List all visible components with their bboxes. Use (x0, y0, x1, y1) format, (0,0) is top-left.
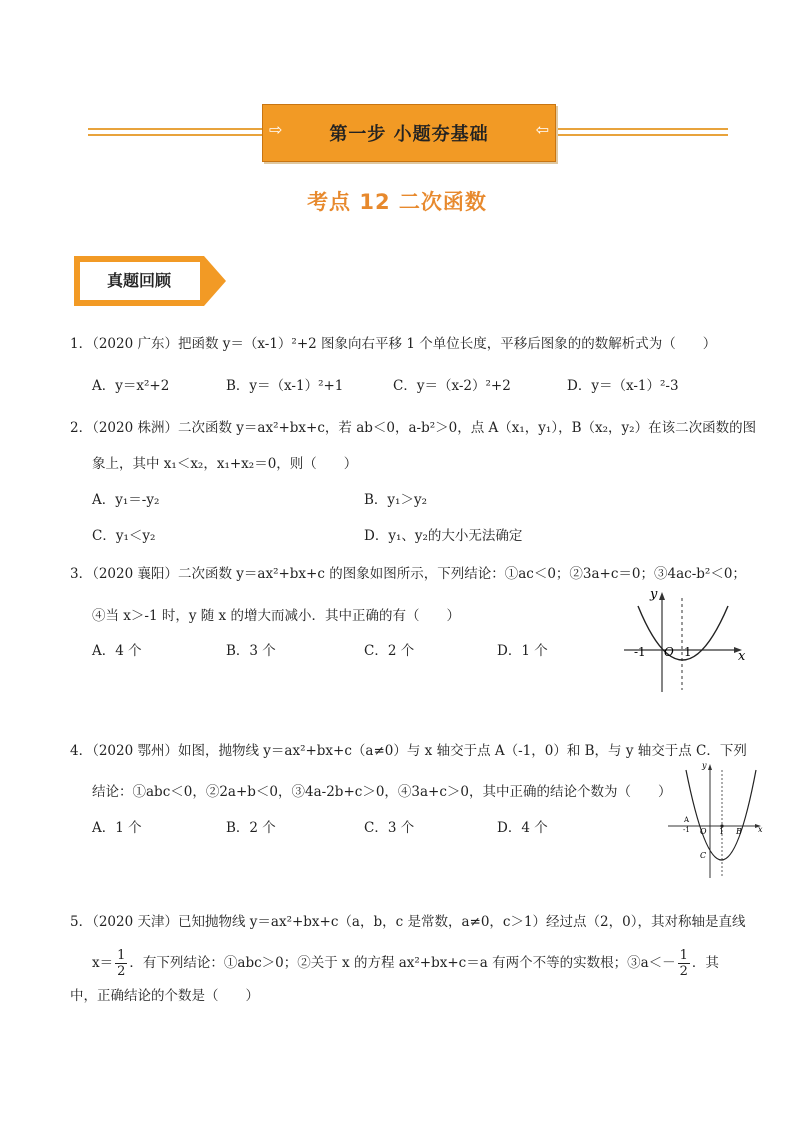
q2-option-c: C．y₁＜y₂ (92, 528, 156, 544)
q4-option-b: B．2 个 (226, 820, 276, 836)
question-4-line-2: 结论：①abc＜0，②2a+b＜0，③4a-2b+c＞0，④3a+c＞0，其中正确的结论个数为（ ） (92, 784, 672, 800)
question-5-line-3: 中，正确结论的个数是（ ） (70, 988, 259, 1004)
header-rule-right-bottom (554, 134, 728, 136)
q4-option-d: D．4 个 (497, 820, 548, 836)
q4-fig-b-label: B (736, 827, 742, 836)
header-rule-right-top (554, 128, 728, 130)
q5-line2-pre: x＝ (92, 955, 114, 971)
q4-option-c: C．3 个 (364, 820, 415, 836)
q5-line2-post: ．其 (691, 955, 719, 971)
q4-fig-x-label: x (758, 825, 763, 834)
question-1: 1．（2020 广东）把函数 y＝（x-1）²+2 图象向右平移 1 个单位长度，平移后图象的的数解析式为（ ） (70, 336, 717, 352)
header-rule-left-bottom (88, 134, 262, 136)
question-5-line-2 (92, 948, 719, 984)
q3-option-a: A．4 个 (92, 643, 142, 659)
q3-fig-neg1-label: -1 (634, 645, 646, 659)
page-title: 考点 12 二次函数 (307, 190, 487, 214)
question-5-line-1: 5．（2020 天津）已知抛物线 y＝ax²+bx+c（a，b，c 是常数，a≠0，c＞1）经过点（2，0），其对称轴是直线 (70, 914, 746, 930)
question-2-line-1: 2．（2020 株洲）二次函数 y＝ax²+bx+c，若 ab＜0，a-b²＞0，点 A（x₁，y₁），B（x₂，y₂）在该二次函数的图 (70, 420, 757, 436)
right-arrow-icon: ⇨ (269, 120, 283, 139)
q1-option-d: D．y＝（x-1）²-3 (567, 378, 679, 394)
q4-fig-y-label: y (702, 761, 707, 770)
section-tag (74, 256, 204, 306)
q5-fraction-2: $\frac{1}{2}$ (679, 948, 688, 979)
q3-option-d: D．1 个 (497, 643, 548, 659)
q3-fig-y-label: y (650, 587, 658, 602)
header-rule-left-top (88, 128, 262, 130)
left-arrow-icon: ⇦ (535, 120, 549, 139)
q4-option-a: A．1 个 (92, 820, 142, 836)
q1-option-b: B．y＝（x-1）²+1 (226, 378, 344, 394)
q2-option-d: D．y₁、y₂的大小无法确定 (364, 528, 523, 544)
question-3-line-1: 3．（2020 襄阳）二次函数 y＝ax²+bx+c 的图象如图所示，下列结论：①ac＜0；②3a+c＝0；③4ac-b²＜0； (70, 566, 746, 582)
q4-fig-one-label: 1 (719, 827, 725, 836)
q4-fig-neg1-label: -1 (683, 826, 690, 834)
q5-fraction-1: $\frac{1}{2}$ (117, 948, 126, 979)
q3-option-b: B．3 个 (226, 643, 276, 659)
banner-title: 第一步 小题夯基础 (329, 124, 489, 145)
q3-fig-one-label: 1 (684, 645, 692, 659)
question-3-line-2: ④当 x＞-1 时，y 随 x 的增大而减小．其中正确的有（ ） (92, 608, 460, 624)
q3-parabola-figure (620, 586, 750, 694)
q3-fig-origin-label: O (664, 645, 674, 659)
q4-fig-origin-label: O (700, 827, 707, 836)
q3-option-c: C．2 个 (364, 643, 415, 659)
question-4-line-1: 4．（2020 鄂州）如图，抛物线 y＝ax²+bx+c（a≠0）与 x 轴交于点 A（-1，0）和 B，与 y 轴交于点 C．下列 (70, 743, 747, 759)
q1-option-a: A．y＝x²+2 (92, 378, 170, 394)
q4-fig-a-label: A (684, 816, 690, 824)
q3-fig-x-label: x (738, 649, 746, 664)
q2-option-a: A．y₁＝-y₂ (92, 492, 160, 508)
q5-line2-mid: ．有下列结论：①abc＞0；②关于 x 的方程 ax²+bx+c＝a 有两个不等的实数根；③a＜－ (129, 955, 676, 971)
question-2-line-2: 象上，其中 x₁＜x₂，x₁+x₂＝0，则（ ） (92, 456, 358, 472)
step-banner (262, 104, 556, 162)
q2-option-b: B．y₁＞y₂ (364, 492, 427, 508)
q4-parabola-figure (666, 760, 766, 880)
q4-fig-c-label: C (700, 851, 707, 860)
q1-option-c: C．y＝（x-2）²+2 (393, 378, 511, 394)
section-label: 真题回顾 (106, 271, 171, 290)
